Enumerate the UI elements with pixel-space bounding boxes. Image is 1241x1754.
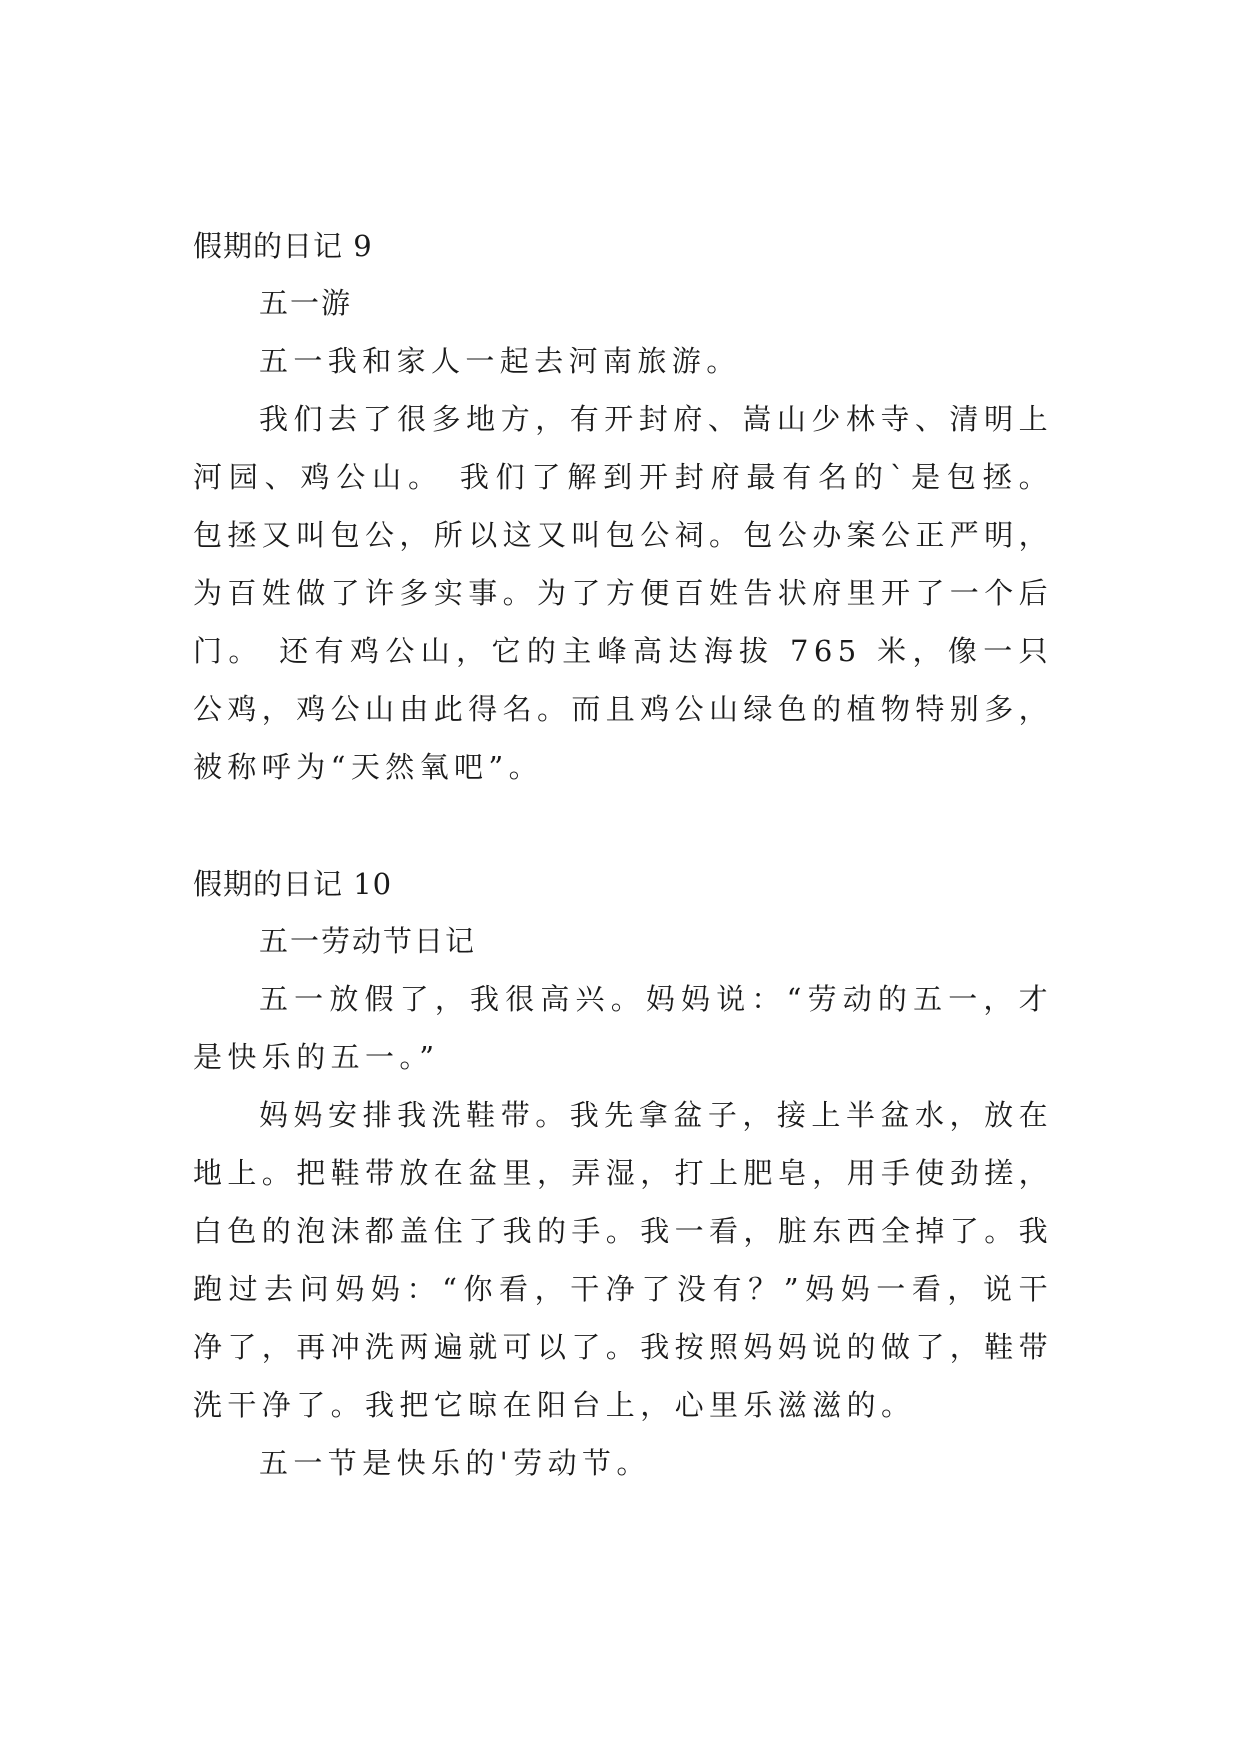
diary-entry-10	[193, 856, 1053, 1492]
paragraph: 妈妈安排我洗鞋带。我先拿盆子，接上半盆水，放在地上。把鞋带放在盆里，弄湿，打上肥皂，用手使劲搓，白色的泡沫都盖住了我的手。我一看，脏东西全掉了。我跑过去问妈妈：“你看，干净了没有？”妈妈一看，说干净了，再冲洗两遍就可以了。我按照妈妈说的做了，鞋带洗干净了。我把它晾在阳台上，心里乐滋滋的。	[193, 1098, 1054, 1422]
diary-entry-9	[193, 218, 1053, 796]
paragraph: 我们去了很多地方，有开封府、嵩山少林寺、清明上河园、鸡公山。 我们了解到开封府最有名的`是包拯。包拯又叫包公，所以这又叫包公祠。包公办案公正严明，为百姓做了许多实事。为了方便百姓告状府里开了一个后门。 还有鸡公山，它的主峰高达海拔 765 米，像一只公鸡，鸡公山由此得名。而且鸡公山绿色的植物特别多，被称呼为“天然氧吧”。	[193, 402, 1054, 784]
entry-heading: 假期的日记 9	[193, 229, 373, 263]
entry-subtitle: 五一劳动节日记	[259, 924, 477, 958]
paragraph: 五一节是快乐的'劳动节。	[259, 1446, 651, 1480]
entry-subtitle: 五一游	[259, 286, 353, 320]
document-page	[193, 218, 1053, 1492]
entry-heading: 假期的日记 10	[193, 867, 393, 901]
paragraph: 五一我和家人一起去河南旅游。	[259, 344, 741, 378]
paragraph: 五一放假了，我很高兴。妈妈说：“劳动的五一，才是快乐的五一。”	[193, 982, 1053, 1074]
